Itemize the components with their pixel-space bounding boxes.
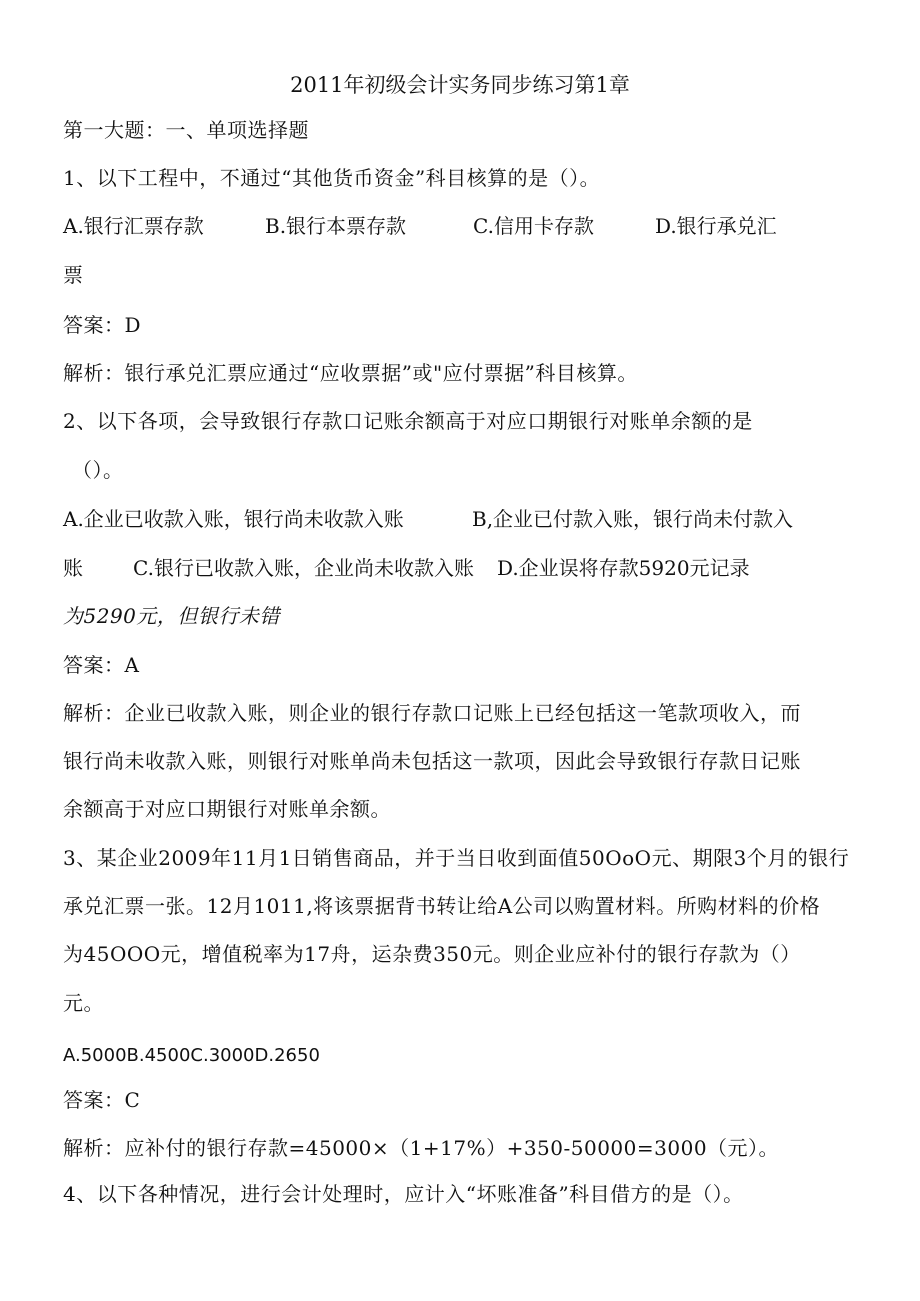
question-2-option-d-continued: 为5290元，但银行未错 [63,604,280,628]
question-2-option-a: A.企业已收款入账，银行尚未收款入账 [63,507,404,531]
question-1-option-d-continued: 票 [63,263,84,287]
question-2-analysis-line-1: 解析：企业已收款入账，则企业的银行存款口记账上已经包括这一笔款项收入，而 [63,701,801,725]
question-2-analysis-line-2: 银行尚未收款入账，则银行对账单尚未包括这一款项，因此会导致银行存款日记账 [63,749,801,773]
question-1-option-d: D.银行承兑汇 [655,214,777,238]
question-1-answer: 答案：D [63,313,142,337]
question-3-stem-line-1: 3、某企业2009年11月1日销售商品，并于当日收到面值50OoO元、期限3个月的银行 [63,846,850,870]
question-2-option-b: B,企业已付款入账，银行尚未付款入 [472,507,794,531]
question-1-option-b: B.银行本票存款 [265,214,407,238]
question-1-stem: 1、以下工程中，不通过“其他货币资金”科目核算的是（）。 [63,166,601,190]
question-2-analysis-line-3: 余额高于对应口期银行对账单余额。 [63,797,391,821]
question-3-stem-line-2: 承兑汇票一张。12月1011,将该票据背书转让给A公司以购置材料。所购材料的价格 [63,894,821,918]
question-2-option-d: D.企业误将存款5920元记录 [497,556,750,580]
question-3-stem-line-3: 为45OOO元，增值税率为17舟，运杂费350元。则企业应补付的银行存款为（） [63,942,801,966]
question-3-stem-line-4: 元。 [63,991,104,1015]
question-2-option-c: C.银行已收款入账，企业尚未收款入账 [133,556,474,580]
question-1-option-c: C.信用卡存款 [473,214,594,238]
question-1-analysis: 解析：银行承兑汇票应通过“应收票据”或"应付票据”科目核算。 [63,361,638,385]
question-2-stem-continued: （）。 [72,458,124,482]
section-heading: 第一大题：一、单项选择题 [63,118,309,142]
question-2-option-b-continued: 账 [63,556,83,580]
question-2-stem: 2、以下各项，会导致银行存款口记账余额高于对应口期银行对账单余额的是 [63,409,753,433]
question-2-answer: 答案：A [63,653,140,677]
document-title: 2011年初级会计实务同步练习第1章 [290,73,630,97]
question-3-analysis: 解析：应补付的银行存款=45000×（1+17%）+350-50000=3000（元）。 [63,1136,780,1160]
question-3-options: A.5000B.4500C.3000D.2650 [63,1045,320,1066]
question-4-stem: 4、以下各种情况，进行会计处理时，应计入“坏账准备”科目借方的是（）。 [63,1182,744,1206]
question-3-answer: 答案：C [63,1088,141,1112]
question-1-option-a: A.银行汇票存款 [63,214,204,238]
